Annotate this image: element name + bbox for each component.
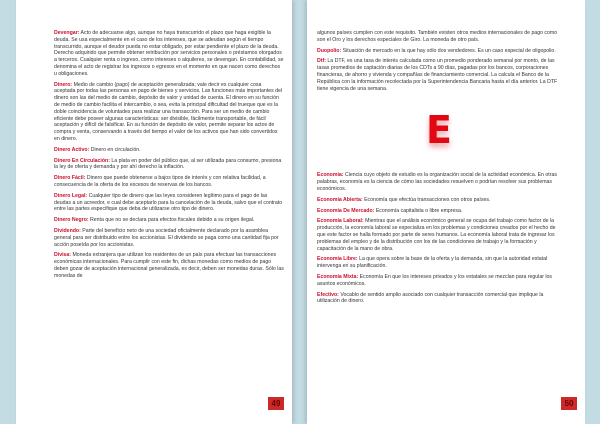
right-entries-top	[317, 30, 561, 92]
entry-term: Economía Laboral:	[317, 218, 364, 225]
glossary-entry	[317, 197, 561, 204]
entry-definition: Mientras que el análisis económico general se ocupa del trabajo como factor de la producción, la economía laboral se especializa en los problemas y condiciones creados por el hecho de que este factor se halla formado por parte de seres humanos. La economía laboral trata de ingresar los problemas del empleo y de la distribución con los de las condiciones de trabajo y la formación y capacitación de la mano de obra.	[317, 218, 556, 252]
entry-term: Dinero Fácil:	[54, 175, 86, 182]
entry-definition: Parte del beneficio neto de una sociedad oficialmente declarado por la asamblea general para ser distribuido entre los accionistas. El dividendo se paga como una cantidad fija por acción poseída por los accionistas.	[54, 227, 279, 248]
glossary-entry	[317, 58, 561, 92]
entry-definition: Economía que efectúa transacciones con otros países.	[362, 196, 491, 203]
glossary-entry	[317, 256, 561, 270]
entry-definition: La DTF, es una tasa de interés calculada como un promedio ponderado semanal por monto, de las tasas promedios de captación diarias de los CDTs a 90 días, pagadas por los bancos, corporaciones financieras, de ahorro y vivienda y compañías de financiamiento comercial. La calcula el Banco de la República con la información recolectada por la Superintendencia Bancaria hasta el día anterior. La DTF tiene vigencia de una semana.	[317, 58, 558, 92]
entry-term: Dividendo:	[54, 227, 81, 234]
glossary-entry	[54, 158, 284, 172]
entry-definition: La plata en poder del público que, al ser utilizada para consumo, presiona la ley de oferta y demanda y por ahí derecho la inflación.	[54, 157, 282, 171]
entry-definition: Economía capitalista o libre empresa.	[374, 207, 463, 214]
entry-definition: algunos países cumplen con este requisito. También existen otros medios internacionales de pago como son el Oro y los derechos especiales de Giro. La moneda de otro país.	[317, 30, 558, 43]
entry-definition: Moneda extranjera que utilizan los residentes de un país para efectuar las transacciones económicas internacionales. Para cumplir con este fin, dichas monedas como medios de pago deben gozar de aceptación internacional generalizada, es decir, deben ser monedas duras. Sólo las monedas de	[54, 252, 284, 279]
entry-term: Economía Abierta:	[317, 196, 363, 203]
glossary-entry	[54, 147, 284, 154]
section-letter: E	[426, 108, 452, 153]
glossary-entry	[54, 252, 284, 279]
glossary-entry	[317, 48, 561, 55]
glossary-entry	[317, 274, 561, 288]
entry-term: Dinero En Circulación:	[54, 157, 110, 164]
page-number-left: 49	[268, 397, 284, 410]
glossary-entry	[317, 292, 561, 306]
glossary-entry	[317, 218, 561, 252]
entry-definition: Dinero en circulación.	[89, 146, 141, 153]
entry-term: Efectivo:	[317, 291, 339, 298]
entry-term: Economía Mixta:	[317, 273, 359, 280]
right-column	[317, 30, 561, 309]
right-page	[307, 0, 585, 424]
entry-term: Dinero Legal:	[54, 192, 88, 199]
glossary-entry	[54, 82, 284, 143]
entry-term: Dinero Negro:	[54, 217, 89, 224]
glossary-entry	[317, 208, 561, 215]
entry-definition: Situación de mercado en la que hay sólo dos vendedores. Es un caso especial de oligopolio.	[341, 47, 556, 54]
entry-definition: Medio de cambio (pago) de aceptación generalizada; vale decir es cualquier cosa aceptada por todas las personas en pago de bienes y servicios. Las funciones más importantes del dinero son las del medio de cambio, depósito de valor y unidad de cuenta. El dinero en su función de medio de cambio facilita el intercambio, o sea, evita la principal dificultad del trueque que es la doble coincidencia de voluntades para realizar una transacción. Para ser un medio de cambio eficiente debe poseer algunas características: ser divisible, fácilmente transportable, de fácil aceptación y difícil de falsificar. En su función de depósito de valor, permite separar los actos de compra y venta, conservando a través del tiempo el valor de los activos que han sido convertidos en dinero.	[54, 81, 283, 142]
entry-definition: Economía En que los intereses privados y los estatales se mezclan para regular los asuntos económicos.	[317, 273, 553, 287]
entry-definition: Vocablo de sentido amplio asociado con cualquier transacción comercial que implique la utilización de dinero.	[317, 291, 544, 305]
entry-definition: Renta que no se declara para efectos fiscales debido a su origen ilegal.	[88, 217, 255, 224]
left-page	[16, 0, 292, 424]
entry-term: Economía De Mercado:	[317, 207, 375, 214]
entry-term: Divisa:	[54, 252, 72, 259]
entry-term: Dtf:	[317, 58, 326, 65]
glossary-entry	[54, 175, 284, 189]
glossary-entry	[54, 228, 284, 248]
right-entries-bottom	[317, 172, 561, 305]
entry-definition: Dinero que puede obtenerse a bajos tipos de interés y con relativa facilidad, a consecuencia de la oferta de los excesos de reservas de los bancos.	[54, 175, 266, 188]
left-column	[54, 30, 284, 284]
entry-term: Economía Libre:	[317, 256, 358, 263]
entry-definition: La que opera sobre la base de la oferta y la demanda, sin que la autoridad estatal intervenga en su planificación.	[317, 256, 548, 270]
glossary-entry	[54, 193, 284, 213]
entry-term: Duopolio:	[317, 47, 342, 54]
section-letter-box	[424, 108, 454, 153]
entry-term: Dinero:	[54, 81, 73, 88]
entry-term: Economía:	[317, 172, 344, 179]
entry-term: Dinero Activo:	[54, 146, 90, 153]
entry-definition: Ciencia cuyo objeto de estudio es la organización social de la actividad económica. En otras palabras, economía es la ciencia de cómo las sociedades resuelven o podrían resolver sus problemas económicos.	[317, 172, 557, 192]
entry-definition: Cualquier tipo de dinero que las leyes consideren legítimo para el pago de las deudas a un acreedor, e cual debe aceptarlo para la cancelación de la deuda, salvo que el contrato entre las partes especifique que deba de utilizarse otro tipo de dinero.	[54, 192, 283, 213]
glossary-entry	[317, 172, 561, 192]
glossary-entry	[54, 217, 284, 224]
glossary-entry	[54, 30, 284, 78]
entry-definition: Acto de adecuarse algo, aunque no haya transcurrido el plazo que haga exigible la deuda. Se usa especialmente en el caso de los intereses, que se adeudan según el tiempo transcurrido, aunque el deudor pueda no estar obligado, por estar pendiente el plazo de la deuda. Derecho adquirido que permite obtener retribución por servicios personales o préstamos otorgados a terceros. Cualquier renta o ingreso, como intereses o alquileres, se devengan. En contabilidad, se denomina el acto de registrar los ingresos o egresos en el momento en que nacen como derechos u obligaciones.	[54, 30, 284, 77]
page-number-right: 50	[561, 397, 577, 410]
glossary-entry	[317, 30, 561, 44]
entry-term: Devengar:	[54, 30, 80, 36]
